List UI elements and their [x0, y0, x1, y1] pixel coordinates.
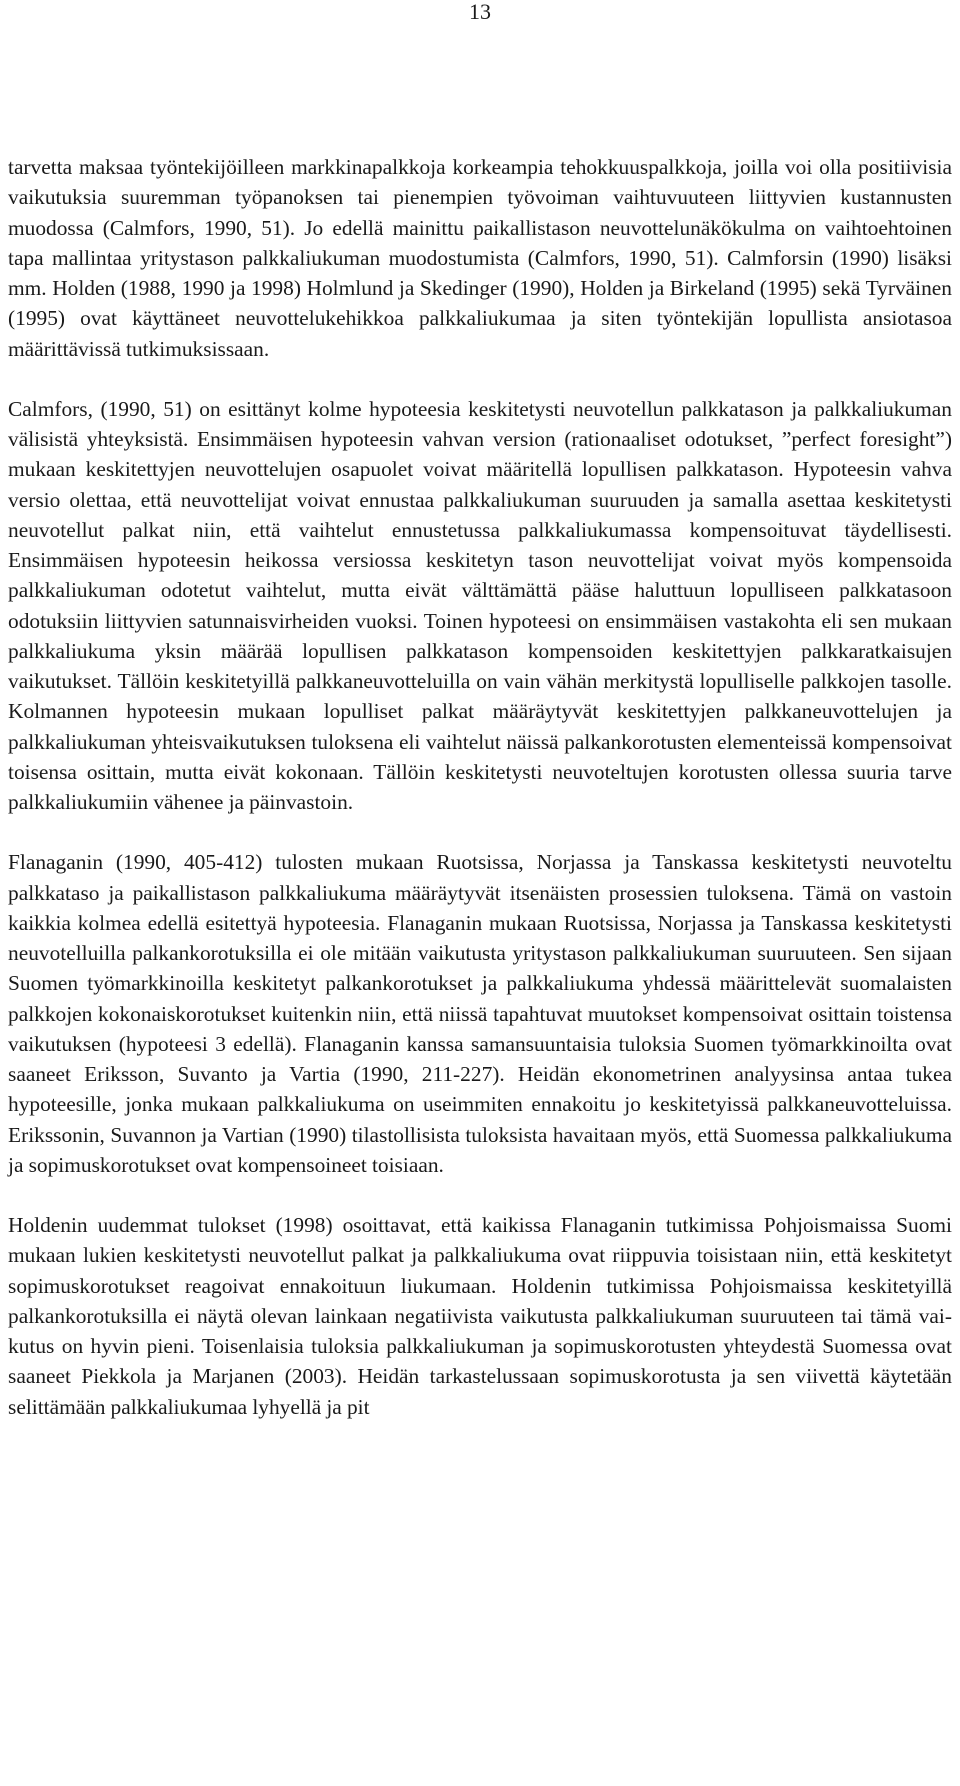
paragraph-holden-results: Holdenin uudemmat tulokset (1998) osoittavat, että kaikissa Flanaganin tutkimissa Pohjoismaissa Suomi mukaan lukien keskitetysti neuvotellut palkat ja palkkaliukuma ovat riippuvia toisistaan niin, että keskitetyt sopimuskorotukset reagoivat ennakoituun liukumaan. Holdenin tutkimissa Pohjoismaissa keskitetyillä palkankorotuksilla ei näytä olevan lainkaan negatiivista vaikutusta palkkaliukuman suuruuteen tai tämä vaikutus on hyvin pieni. Toisenlaisia tuloksia palkkaliukuman ja sopimuskorotusten yhteydestä Suomessa ovat saaneet Piekkola ja Marjanen (2003). Heidän tarkastelussaan sopimuskorotusta ja sen viivettä käytetään selittämään palkkaliukumaa lyhyellä ja pit	[8, 1213, 952, 1419]
paragraph-flanagan-results: Flanaganin (1990, 405-412) tulosten mukaan Ruotsissa, Norjassa ja Tanskassa keskitetysti neuvoteltu palkkataso ja paikallistason palkkaliukuma määräytyvät itsenäisten prosessien tuloksena. Tämä on vastoin kaikkia kolmea edellä esitettyä hypoteesia. Flanaganin mukaan Ruotsissa, Norjassa ja Tanskassa keskitetysti neuvotelluilla palkankorotuksilla ei ole mitään vaikutusta yritystason palkkaliukuman suuruuteen. Sen sijaan Suomen työmarkkinoilla keskitetyt palkankorotukset ja palkkaliukuma yhdessä määrittelevät suomalaisten palkkojen kokonaiskorotukset kuitenkin niin, että niissä tapahtuvat muutokset kompensoivat osittain toistensa vaikutuksen (hypoteesi 3 edellä). Flanaganin kanssa samansuuntaisia tuloksia Suomen työmarkkinoilta ovat saaneet Eriksson, Suvanto ja Vartia (1990, 211-227). Heidän ekonometrinen analyysinsa antaa tukea hypoteesille, jonka mukaan palkkaliukuma on useimmiten ennakoitu jo keskitetyissä palkkaneuvotteluissa. Erikssonin, Suvannon ja Vartian (1990) tilastollisista tuloksista havaitaan myös, että Suomessa palkkaliukuma ja sopimuskorotukset ovat kompensoineet toisiaan.	[8, 850, 952, 1177]
page-number: 13	[469, 0, 491, 24]
paragraph-calmfors-hypotheses: Calmfors, (1990, 51) on esittänyt kolme hypoteesia keskitetysti neuvotellun palkkatason ja palkkaliukuman välisistä yhteyksistä. Ensimmäisen hypoteesin vahvan version (rationaaliset odotukset, ”perfect foresight”) mukaan keskitettyjen neuvottelujen osapuolet voivat määritellä lopullisen palkkatason. Hypoteesin vahva versio olettaa, että neuvottelijat voivat ennustaa palkkaliukuman suuruuden ja samalla asettaa keskitetysti neuvotellut palkat niin, että vaihtelut ennustetussa palkkaliukumassa kompensoituvat täydellisesti. Ensimmäisen hypoteesin heikossa versiossa keskitetyn tason neuvottelijat voivat myös kompensoida palkkaliukuman odotetut vaihtelut, mutta eivät välttämättä pääse haluttuun lopulliseen palkkatasoon odotuksiin liittyvien satunnaisvirheiden vuoksi. Toinen hypoteesi on ensimmäisen vastakohta eli sen mukaan palkkaliukuma yksin määrää lopullisen palkkatason kompensoiden keskitettyjen palkkaratkaisujen vaikutukset. Tällöin keskitetyillä palkkaneuvotteluilla on vain vähän merkitystä lopulliselle palkkojen tasolle. Kolmannen hypoteesin mukaan lopulliset palkat määräytyvät keskitettyjen palkkaneuvottelujen ja palkkaliukuman yhteisvaikutuksen tuloksena eli vaihtelut näissä palkankorotusten elementeissä kompensoivat toisensa osittain, mutta eivät kokonaan. Tällöin keskitetysti neuvoteltujen korotusten ollessa suuria tarve palkkaliukumiin vähenee ja päinvastoin.	[8, 396, 952, 814]
body-text	[8, 152, 952, 1452]
paragraph-efficiency-wages: tarvetta maksaa työntekijöilleen markkinapalkkoja korkeampia tehokkuuspalkkoja, joilla voi olla positiivisia vaikutuksia suuremman työpanoksen tai pienempien työvoiman vaihtuvuuteen liittyvien kustannusten muodossa (Calmfors, 1990, 51). Jo edellä mainittu paikallistason neuvottelunäkökulma on vaihtoehtoinen tapa mallintaa yritystason palkkaliukuman muodostumista (Calmfors, 1990, 51). Calmforsin (1990) lisäksi mm. Holden (1988, 1990 ja 1998) Holmlund ja Skedinger (1990), Holden ja Birkeland (1995) sekä Tyrväinen (1995) ovat käyttäneet neuvottelukehikkoa palkkaliukumaa ja siten työntekijän lopullista ansiotasoa määrittävissä tutkimuksissaan.	[8, 155, 952, 361]
